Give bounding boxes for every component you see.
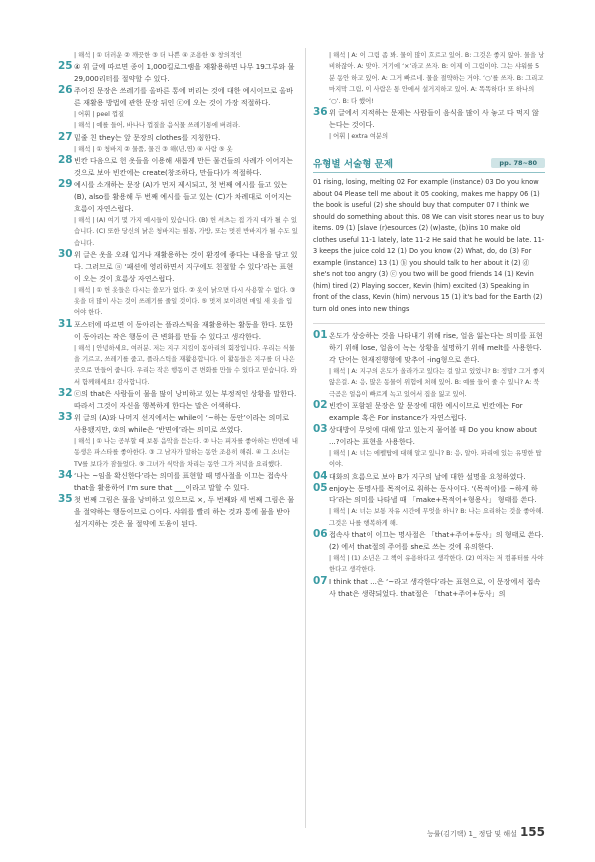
translation-note: | 해석 | (A) 여기 몇 가지 예시들이 있습니다. (B) 헌 셔츠는 접 가지 대가 될 수 있습니다. (C) 또한 당신의 낡은 청바지는 필통, 가방, 또는 멋진 반바지가 될 수도 있습니다.	[74, 216, 298, 247]
translation-note: | 해석 | ① 더러운 ② 깨끗한 ③ 더 나쁜 ④ 조용한 ⑤ 창의적인	[74, 52, 242, 59]
question-number: 36	[313, 106, 328, 119]
explanation-text: 주어진 문장은 쓰레기를 올바른 통에 버리는 것에 대한 예시이므로 올바른 재활용 방법에 관한 문장 뒤인 ⓒ에 오는 것이 가장 적절하다.	[74, 86, 294, 108]
translation-note: | 해석 | 예를 들어, 바나나 껍질을 음식물 쓰레기통에 버려라.	[74, 122, 241, 130]
section-header	[313, 156, 545, 173]
translation-note: | 어휘 | extra 여분의	[329, 132, 389, 140]
question-number: 32	[58, 387, 73, 400]
question-explanation	[313, 400, 545, 424]
translation-note: | 해석 | A: 너는 보통 자유 시간에 무엇을 하니? B: 나는 요리하는 것을 좋아해. 그것은 나를 행복하게 해.	[329, 508, 544, 527]
question-explanation	[58, 179, 298, 215]
explanation-text: I think that ...은 ‘~라고 생각한다’라는 표현으로, 이 문장에서 접속사 that은 생략되었다. that절은 「that+주어+동사」의	[329, 576, 541, 598]
translation-note: | 해석 | ① 헌 옷들은 다시는 쓸모가 없다. ② 옷이 낡으면 다시 사용할 수 없다. ③ 옷을 더 많이 사는 것이 쓰레기를 줄일 것이다. ⑤ 멋져 보이려면 매일 새 옷을 입어야 한다.	[74, 286, 296, 317]
question-number: 29	[58, 177, 73, 190]
question-number: 03	[313, 423, 328, 435]
question-explanation	[313, 424, 545, 448]
question-explanation	[313, 330, 545, 366]
page-number: 155	[519, 825, 545, 839]
question-explanation	[58, 249, 298, 285]
explanation-text: 대화의 흐름으로 보아 B가 지구의 날에 대한 설명을 요청하였다.	[329, 471, 526, 481]
question-explanation	[313, 576, 545, 600]
question-explanation	[58, 470, 298, 494]
answer-key: 01 rising, losing, melting 02 For example (instance) 03 Do you know about 04 Please tell me about it 05 cooking, makes me happy 06 (1) the book is useful (2) she should buy that computer 07 I think we should do something about this. 08 We can visit stores near us to buy items. 09 (1) [slave (r)esources (2) (w)aste, (b)ins 10 make old clothes useful 11-1 lately, late 11-2 He said that he would be late. 11-3 keeps the juice cold 12 (1) Do you know (2) What, do, do (3) For example (instance) 13 (1) ⓑ you should talk to her about it (2) ⓓ she's not too angry (3) ⓒ you two will be good friends 14 (1) Kevin (him) tired (2) Playing soccer, Kevin (him) excited (3) Speaking in front of the class, Kevin (him) nervous 15 (1) it's bad for the Earth (2) turn old ones into new things	[313, 178, 545, 313]
question-number: 35	[58, 492, 73, 505]
question-number: 02	[313, 399, 328, 412]
question-number: 30	[58, 247, 73, 260]
question-explanation	[58, 412, 298, 436]
translation-note: | 해석 | (1) 소년은 그 책이 유용하다고 생각한다. (2) 여자는 저 컴퓨터를 사야 한다고 생각한다.	[329, 554, 544, 574]
explanation-text: enjoy는 동명사를 목적어로 취하는 동사이다. ‘(목적어)를 ~하게 하다’라는 의미를 나타낼 때 「make+목적어+형용사」 형태를 쓴다.	[329, 483, 538, 505]
question-explanation	[58, 61, 298, 85]
left-column	[58, 50, 298, 530]
explanation-text: 위 글에서 지적하는 문제는 사람들이 음식을 많이 사 놓고 다 먹지 않는다는 것이다.	[329, 108, 539, 129]
question-number: 33	[58, 411, 73, 424]
right-column	[313, 50, 545, 600]
question-number: 07	[313, 574, 328, 587]
question-explanation	[58, 85, 298, 109]
translation-note: | 어휘 | peel 껍질	[74, 111, 125, 119]
question-explanation	[58, 155, 298, 179]
translation-note: | 해석 | ① 청바지 ② 물품, 물건 ③ 해(년,연) ④ 사람 ⑤ 옷	[74, 145, 233, 153]
question-explanation	[313, 107, 545, 131]
question-explanation	[313, 529, 545, 553]
question-number: 27	[58, 130, 73, 143]
explanations-block	[313, 323, 545, 599]
translation-note: | 해석 | ① 나는 공부할 때 보통 음악을 듣는다. ② 나는 피자를 좋아하는 반면에 내 동생은 파스타를 좋아한다. ③ 그 남자가 말하는 동안 조용히 해줘. ④ 그 소녀는 TV를 보다가 잠들었다. ⑤ 그녀가 식탁을 차리는 동안 그가 저녁을 요리했다.	[74, 437, 298, 468]
question-number: 31	[58, 317, 73, 330]
explanation-text: 온도가 상승하는 것을 나타내기 위해 rise, 얼음 잃는다는 의미를 표현하기 위해 lose, 얼음이 녹는 상황을 설명하기 위해 melt를 사용한다. 각 단어는 현재진행형에 맞추어 -ing형으로 쓴다.	[329, 331, 543, 365]
explanation-text: 상대방이 무엇에 대해 알고 있는지 물어볼 때 Do you know about ...?이라는 표현을 사용한다.	[329, 425, 537, 446]
explanation-text: 위 글은 옷을 오래 입거나 재활용하는 것이 환경에 좋다는 내용을 담고 있다. 그러므로 ⓐ ‘패션에 영리하면서 지구에도 친절할 수 있다’라는 표현이 오는 것이 흐름상 자연스럽다.	[74, 249, 298, 283]
question-number: 25	[58, 60, 73, 73]
explanation-text: 포스터에 따르면 이 동아리는 플라스틱을 재활용하는 활동을 한다. 또한 이 동아리는 작은 행동이 큰 변화를 만들 수 있다고 생각한다.	[74, 319, 294, 341]
explanation-text: 밑줄 친 they는 앞 문장의 clothes를 지칭한다.	[74, 132, 221, 142]
explanation-text: 빈칸이 포함된 문장은 앞 문장에 대한 예시이므로 빈칸에는 For example 혹은 For instance가 자연스럽다.	[329, 401, 523, 423]
translation-note: | 해석 | 안녕하세요, 여러분. 저는 지구 지킴이 동아리의 회장입니다. 우리는 식물을 기르고, 쓰레기를 줍고, 플라스틱을 재활용합니다. 이 활동들은 지구를 더 나은 곳으로 만들어 줍니다. 우리는 작은 행동이 큰 변화를 만들 수 있다고 믿습니다. 와서 함께해세요! 감사합니다.	[74, 344, 297, 386]
question-number: 06	[313, 528, 328, 541]
explanation-text: ④ 위 글에 따르면 종이 1,000킬로그램을 재활용하면 나무 19그루와 물 29,000리터를 절약할 수 있다.	[74, 62, 295, 84]
explanation-text: ‘나는 ~임을 확신한다’라는 의미를 표현할 때 명사절을 이끄는 접속사 that을 활용하여 I'm sure that ___이라고 말할 수 있다.	[74, 471, 288, 493]
question-explanation	[58, 388, 298, 412]
right-top-block	[313, 50, 545, 142]
translation-note: | 해석 | A: 이 그림 좀 봐. 물이 많이 흐르고 있어. B: 그것은 좋지 않아. 물을 낭비하잖아. A: 맞아. 거기에 ‘×’라고 쓰자. B: 이제 이 그림이야. 그는 샤워를 5분 동안 하고 있어. A: 그거 빠르네. 물을 절약하는 거야. ‘○’를 쓰자. B: 그리고 마지막 그림, 이 사람은 통 안에서 설거지하고 있어. A: 똑똑하다! 또 하나의 ‘○’. B: 다 했어!	[329, 52, 545, 105]
page-range-badge: pp. 78~80	[491, 158, 545, 168]
question-explanation	[58, 494, 298, 530]
question-number: 05	[313, 481, 328, 494]
explanation-text: 첫 번째 그림은 물을 낭비하고 있으므로 ×, 두 번째와 세 번째 그림은 물을 절약하는 행동이므로 ○이다. 샤워를 빨리 하는 것과 통에 물을 받아 설거지하는 것은 물 절약에 도움이 된다.	[74, 494, 295, 528]
question-number: 28	[58, 154, 73, 167]
explanation-text: 접속사 that이 이끄는 명사절은 「that+주어+동사」의 형태로 쓴다. (2) 에서 that절의 주어를 she로 쓰는 것에 유의한다.	[329, 530, 544, 552]
explanation-text: 예시를 소개하는 문장 (A)가 먼저 제시되고, 첫 번째 예시를 들고 있는 (B), also를 활용해 두 번째 예시를 들고 있는 (C)가 차례대로 이어지는 흐름이 자연스럽다.	[74, 179, 292, 213]
section-title: 유형별 서술형 문제	[313, 159, 394, 171]
book-title: 능률(김기택) 1_ 정답 및 해설	[427, 830, 517, 838]
question-number: 04	[313, 469, 328, 482]
question-number: 01	[313, 329, 328, 342]
explanation-text: ⓒ의 that은 사람들이 물을 많이 낭비하고 있는 부정적인 상황을 말한다. 따라서 그것이 자신을 행복하게 한다는 말은 어색하다.	[74, 389, 297, 411]
translation-note: | 해석 | A: 지구의 온도가 올라가고 있다는 걸 알고 있었니? B: 정말? 그거 좋지 않은걸. A: 응, 많은 동물이 위험에 처해 있어. B: 예를 들어 줄 수 있니? A: 북극곰은 얼음이 빠르게 녹고 있어서 집을 잃고 있어.	[329, 367, 545, 398]
question-explanation	[58, 319, 298, 343]
question-explanation	[313, 471, 545, 483]
question-number: 26	[58, 84, 73, 97]
explanation-text: 위 글의 (A)와 나머지 선지에서는 while이 ‘~하는 동안’이라는 의미로 사용됐지만, ②의 while은 ‘반면에’라는 의미로 쓰였다.	[74, 413, 290, 434]
question-number: 34	[58, 469, 73, 482]
translation-note: | 해석 | A: 너는 에펠탑에 대해 알고 있니? B: 응, 알아. 파리에 있는 유명한 탑이야.	[329, 449, 542, 469]
page-footer	[420, 825, 545, 839]
question-explanation	[58, 132, 298, 144]
question-explanation	[313, 483, 545, 507]
column-divider	[305, 48, 306, 828]
explanation-text: 빈칸 다음으로 헌 옷들을 이용해 새롭게 만든 물건들의 사례가 이어지는 것으로 보아 빈칸에는 create(창조하다, 만들다)가 적절하다.	[74, 156, 294, 178]
